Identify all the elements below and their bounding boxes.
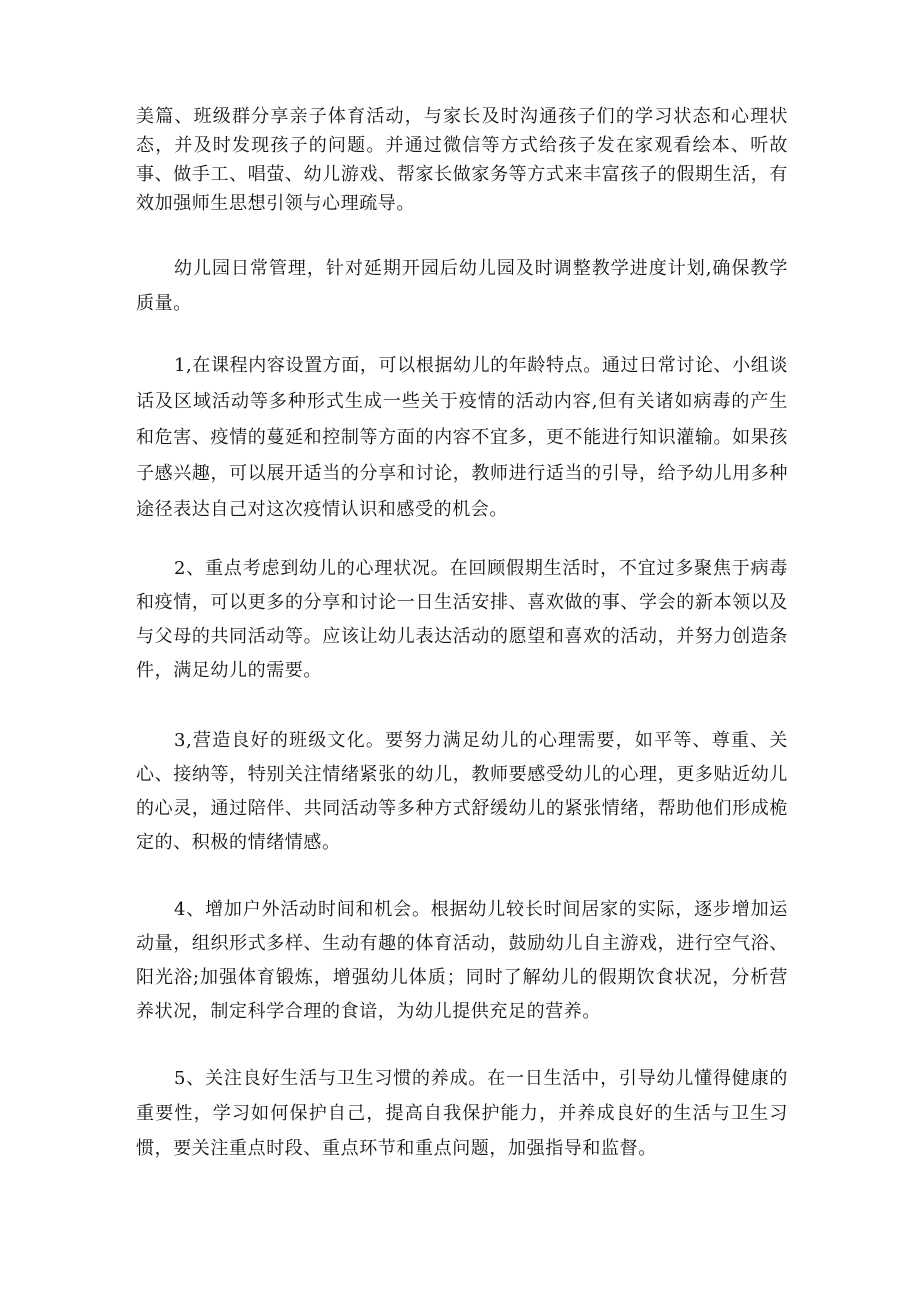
paragraph-item-2-psychology: 2、重点考虑到幼儿的心理状况。在回顾假期生活时，不宜过多聚焦于病毒和疫情，可以更多的分享和讨论一日生活安排、喜欢做的事、学会的新本领以及与父母的共同活动等。应该让幼儿表达活动的愿望和喜欢的活动，并努力创造条件，满足幼儿的需要。 xyxy=(136,558,788,681)
paragraph-item-4-outdoor-activity: 4、增加户外活动时间和机会。根据幼儿较长时间居家的实际，逐步增加运动量，组织形式多样、生动有趣的体育活动，鼓励幼儿自主游戏，进行空气浴、阳光浴;加强体育锻炼，增强幼儿体质；同时了解幼儿的假期饮食状况，分析营养状况，制定科学合理的食谙，为幼儿提供充足的营养。 xyxy=(136,899,788,1022)
paragraph-daily-management: 幼儿园日常管理，针对延期开园后幼儿园及时调整教学进度计划,确保教学质量。 xyxy=(136,258,788,314)
paragraph-continued-intro: 美篇、班级群分享亲子体育活动，与家长及时沟通孩子们的学习状态和心理状态，并及时发现孩子的问题。并通过微信等方式给孩子发在家观看绘本、听故事、做手工、唱萤、幼儿游戏、帮家长做家务等方式来丰富孩子的假期生活，有效加强师生思想引领与心理疏导。 xyxy=(136,106,788,214)
paragraph-item-1-curriculum: 1,在课程内容设置方面，可以根据幼儿的年龄特点。通过日常讨论、小组谈话及区域活动等多种形式生成一些关于疫情的活动内容,但有关诸如病毒的产生和危害、疫情的蔓延和控制等方面的内容不宜多，更不能进行知识灌输。如果孩子感兴趣，可以展开适当的分享和讨论，教师进行适当的引导，给予幼儿用多种途径表达自己对这次疫情认识和感受的机会。 xyxy=(136,355,788,520)
paragraph-item-3-class-culture: 3,营造良好的班级文化。要努力满足幼儿的心理需要，如平等、尊重、关心、接纳等，特别关注情绪紧张的幼儿，教师要感受幼儿的心理，更多贴近幼儿的心灵，通过陪伴、共同活动等多种方式舒缓幼儿的紧张情绪，帮助他们形成桅定的、积极的情绪情感。 xyxy=(136,730,788,853)
paragraph-item-5-hygiene-habits: 5、关注良好生活与卫生习惯的养成。在一日生活中，引导幼儿懂得健康的重要性，学习如何保护自己，提高自我保护能力，并养成良好的生活与卫生习惯，要关注重点时段、重点环节和重点问题，加强指导和监督。 xyxy=(136,1068,788,1159)
